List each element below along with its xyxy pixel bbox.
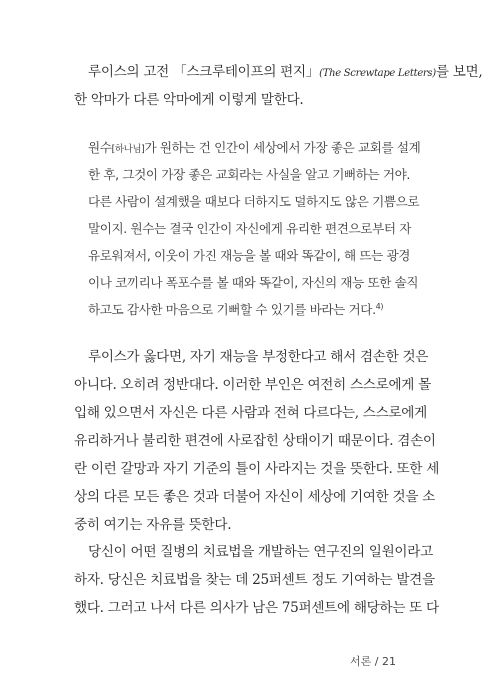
bracket-note: [하나님] (111, 144, 145, 155)
footer-separator: / (374, 655, 379, 668)
para2-line-1: 당신이 어떤 질병의 치료법을 개발하는 연구진의 일원이라고 (88, 544, 433, 560)
quote-line-7 (88, 301, 394, 319)
intro-line-1 (88, 62, 482, 84)
english-title: (The Screwtape Letters) (319, 68, 436, 79)
quote-line-5: 유로워져서, 이웃이 가진 재능을 볼 때와 똑같이, 해 뜨는 광경 (88, 248, 411, 263)
para1-line-4: 유리하거나 불리한 편견에 사로잡힌 상태이기 때문이다. 겸손이 (74, 433, 436, 449)
para1-line-5: 란 이런 갈망과 자기 기준의 틀이 사라지는 것을 뜻한다. 또한 세 (74, 461, 440, 477)
quote-line-2: 한 후, 그것이 가장 좋은 교회라는 사실을 알고 기뻐하는 거야. (88, 167, 411, 182)
footnote-marker: 4) (375, 302, 384, 311)
page-footer (350, 653, 396, 669)
para1-line-6: 상의 다른 모든 좋은 것과 더불어 자신이 세상에 기여한 것을 소 (74, 489, 435, 505)
intro-text: 루이스의 고전 「스크루테이프의 편지」 (88, 64, 320, 80)
quote-text: 가 원하는 건 인간이 세상에서 가장 좋은 교회를 설계 (144, 140, 421, 155)
intro-line-2: 한 악마가 다른 악마에게 이렇게 말한다. (74, 92, 304, 108)
para1-line-7: 중히 여기는 자유를 뜻한다. (74, 517, 232, 533)
para2-line-2: 하자. 당신은 치료법을 찾는 데 25퍼센트 정도 기여하는 발견을 (74, 572, 435, 588)
quote-line-6: 이나 코끼리나 폭포수를 볼 때와 똑같이, 자신의 재능 또한 솔직 (88, 275, 419, 290)
quote-text: 하고도 감사한 마음으로 기뻐할 수 있기를 바라는 거다. (88, 302, 376, 317)
quote-text: 원수 (88, 140, 112, 155)
quote-line-3: 다른 사람이 설계했을 때보다 더하지도 덜하지도 않은 기쁨으로 (88, 194, 420, 209)
quote-line-4: 말이지. 원수는 결국 인간이 자신에게 유리한 편견으로부터 자 (88, 221, 411, 236)
intro-text: 를 보면, (435, 64, 482, 80)
para2-line-3: 했다. 그러고 나서 다른 의사가 남은 75퍼센트에 해당하는 또 다 (74, 600, 439, 616)
section-title: 서론 (350, 655, 372, 668)
para1-line-1: 루이스가 옳다면, 자기 재능을 부정한다고 해서 겸손한 것은 (88, 349, 429, 365)
quote-line-1 (88, 139, 421, 159)
para1-line-2: 아니다. 오히려 정반대다. 이러한 부인은 여전히 스스로에게 몰 (74, 377, 431, 393)
page-number: 21 (382, 655, 396, 668)
para1-line-3: 입해 있으면서 자신은 다른 사람과 전혀 다르다는, 스스로에게 (74, 405, 427, 421)
